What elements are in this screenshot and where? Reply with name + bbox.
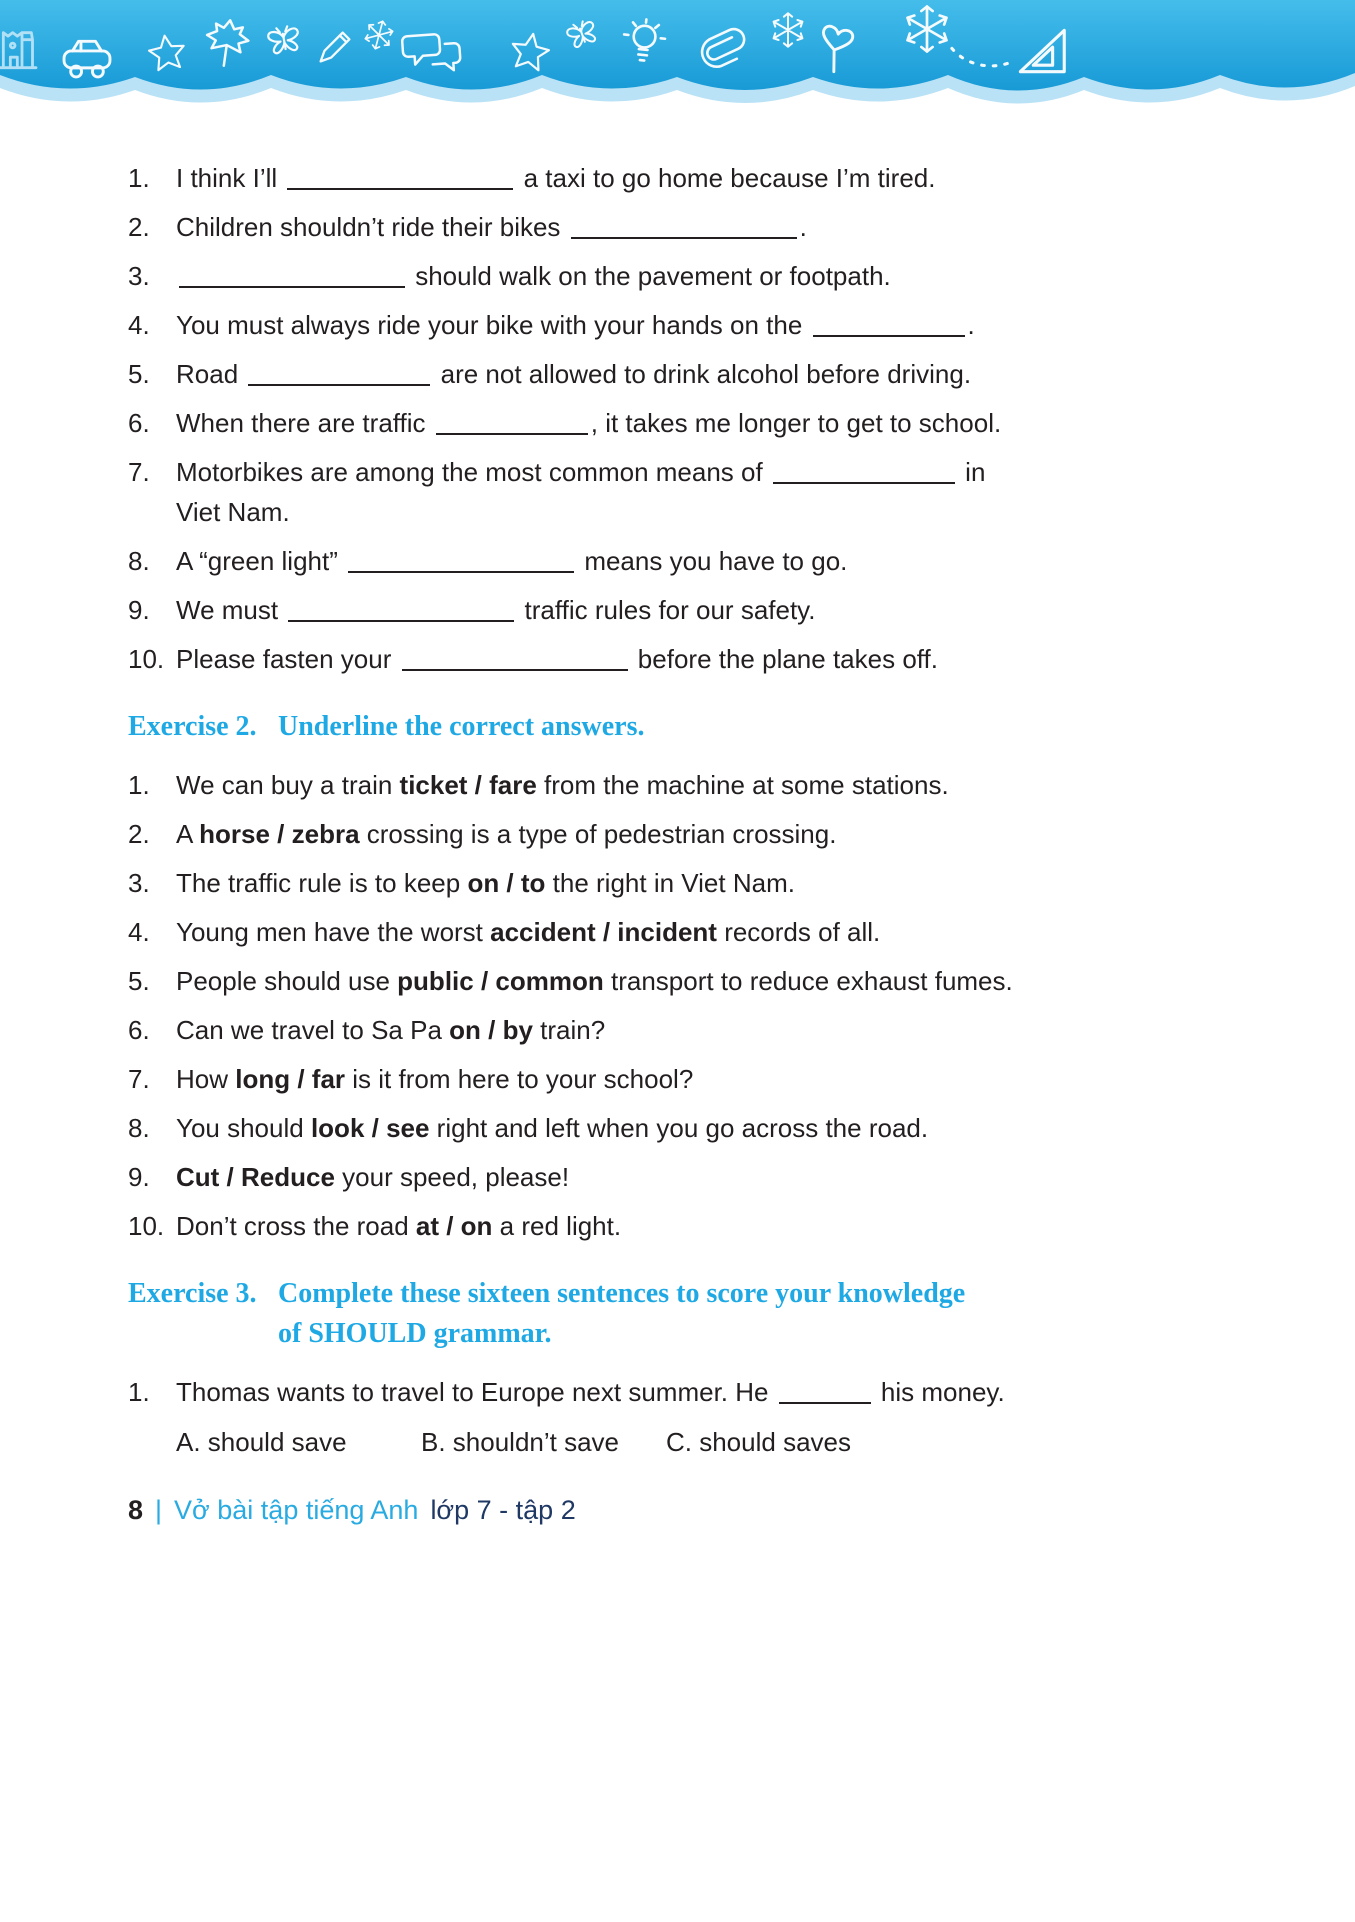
item-text: [176, 639, 1235, 679]
exercise2-item: [128, 765, 1235, 805]
footer-separator: |: [155, 1495, 163, 1525]
choice-pair: horse / zebra: [199, 819, 360, 849]
item-number: 5.: [128, 359, 150, 389]
text-run: is it from here to your school?: [345, 1064, 694, 1094]
maple-leaf-icon: [199, 15, 255, 71]
exercise2-item: [128, 1010, 1235, 1050]
answer-blank: [248, 359, 430, 386]
snowflake-icon: [900, 2, 954, 56]
item-text: [176, 814, 1235, 854]
book-title: Vở bài tập tiếng Anh: [174, 1495, 419, 1525]
text-run: are not allowed to drink alcohol before driving.: [433, 359, 972, 389]
exercise2-item: [128, 863, 1235, 903]
exercise3-label: Exercise 3.: [128, 1278, 257, 1309]
answer-option: B. shouldn’t save: [421, 1427, 620, 1457]
castle-icon: [0, 14, 50, 70]
item-text: [176, 1108, 1235, 1148]
item-text: [176, 1372, 1235, 1462]
item-text: [176, 1157, 1235, 1197]
text-run: We can buy a train: [176, 770, 400, 800]
exercise1-item: [128, 305, 1235, 345]
book-subtitle: lớp 7 - tập 2: [430, 1495, 576, 1525]
exercise1-item: [128, 590, 1235, 630]
text-run: should walk on the pavement or footpath.: [408, 261, 891, 291]
text-run: a red light.: [492, 1211, 622, 1241]
choice-pair: public / common: [397, 966, 604, 996]
answer-blank: [773, 457, 955, 484]
choice-pair: on / by: [449, 1015, 533, 1045]
text-run: You should: [176, 1113, 311, 1143]
item-text: [176, 912, 1235, 952]
item-text: [176, 403, 1235, 443]
text-run: We must: [176, 595, 286, 625]
exercise2-heading: [128, 707, 1235, 747]
snowflake-icon: [358, 14, 400, 56]
exercise1-item: [128, 354, 1235, 394]
exercise2-item: [128, 912, 1235, 952]
text-run: crossing is a type of pedestrian crossing.: [359, 819, 837, 849]
text-run: means you have to go.: [577, 546, 848, 576]
item-text: [176, 765, 1235, 805]
text-run: People should use: [176, 966, 398, 996]
paperclip-icon: [687, 15, 754, 82]
answer-blank: [436, 408, 588, 435]
text-run: Don’t cross the road: [176, 1211, 416, 1241]
exercise1-item: [128, 256, 1235, 296]
exercise2-item: [128, 1059, 1235, 1099]
answer-blank: [179, 261, 405, 288]
chat-bubbles-icon: [398, 26, 467, 80]
answer-blank: [348, 546, 574, 573]
snowflake-icon: [768, 10, 808, 50]
exercise3-title: Complete these sixteen sentences to score your knowledge of SHOULD grammar.: [278, 1278, 966, 1349]
item-text: [176, 305, 1235, 345]
star-icon: [143, 29, 190, 76]
answer-options: [176, 1422, 1235, 1462]
text-run: a taxi to go home because I’m tired.: [516, 163, 936, 193]
item-number: 9.: [128, 1162, 150, 1192]
item-number: 10.: [128, 1211, 165, 1241]
item-number: 8.: [128, 1113, 150, 1143]
choice-pair: look / see: [310, 1113, 430, 1143]
text-run: Road: [176, 359, 246, 389]
item-text: [176, 961, 1235, 1001]
text-run: train?: [532, 1015, 606, 1045]
answer-blank: [288, 595, 514, 622]
text-run: Motorbikes are among the most common means of: [176, 457, 770, 487]
answer-blank: [779, 1377, 871, 1404]
exercise2-item: [128, 1206, 1235, 1246]
car-icon: [58, 28, 116, 86]
item-text: [176, 1206, 1235, 1246]
page-footer: [128, 1492, 1235, 1528]
item-number: 3.: [128, 868, 150, 898]
choice-pair: at / on: [415, 1211, 493, 1241]
choice-pair: accident / incident: [490, 917, 717, 947]
text-run: Can we travel to Sa Pa: [176, 1015, 450, 1045]
item-number: 2.: [128, 212, 150, 242]
item-text: [176, 207, 1235, 247]
page-content: [0, 118, 1355, 1528]
text-run: his money.: [873, 1377, 1005, 1407]
answer-blank: [813, 310, 965, 337]
exercise2-item: [128, 1157, 1235, 1197]
page-number: 8: [128, 1495, 144, 1525]
text-run: Young men have the worst: [176, 917, 491, 947]
decorative-header: [0, 0, 1355, 118]
text-run: Children shouldn’t ride their bikes: [176, 212, 568, 242]
item-text: [176, 452, 1235, 532]
text-run: your speed, please!: [334, 1162, 570, 1192]
item-number: 4.: [128, 917, 150, 947]
header-icons: [0, 0, 1355, 118]
item-number: 2.: [128, 819, 150, 849]
heart-wand-icon: [800, 12, 870, 82]
lightbulb-icon: [615, 13, 672, 70]
choice-pair: ticket / fare: [399, 770, 537, 800]
item-text: [176, 863, 1235, 903]
text-run: records of all.: [716, 917, 881, 947]
exercise3-heading: [128, 1274, 1235, 1354]
item-number: 4.: [128, 310, 150, 340]
item-number: 9.: [128, 595, 150, 625]
exercise1-item: [128, 207, 1235, 247]
exercise1-item: [128, 639, 1235, 679]
text-run: .: [967, 310, 975, 340]
exercise1-list: [128, 158, 1235, 679]
exercise1-item: [128, 403, 1235, 443]
text-run: Thomas wants to travel to Europe next summer. He: [176, 1377, 776, 1407]
exercise2-item: [128, 961, 1235, 1001]
exercise2-item: [128, 814, 1235, 854]
item-number: 7.: [128, 1064, 150, 1094]
item-number: 7.: [128, 457, 150, 487]
text-run: , it takes me longer to get to school.: [590, 408, 1002, 438]
text-run: Viet Nam.: [176, 497, 290, 527]
text-run: Please fasten your: [176, 644, 399, 674]
text-run: I think I’ll: [176, 163, 285, 193]
text-run: You must always ride your bike with your hands on the: [176, 310, 810, 340]
text-run: A “green light”: [176, 546, 346, 576]
item-text: [176, 354, 1235, 394]
choice-pair: Cut / Reduce: [176, 1162, 335, 1192]
item-number: 3.: [128, 261, 150, 291]
exercise3-item: [128, 1372, 1235, 1462]
pencil-icon: [312, 24, 358, 70]
text-run: How: [176, 1064, 236, 1094]
exercise1-item: [128, 541, 1235, 581]
text-run: traffic rules for our safety.: [517, 595, 816, 625]
text-run: transport to reduce exhaust fumes.: [603, 966, 1013, 996]
text-run: The traffic rule is to keep: [176, 868, 468, 898]
exercise2-label: Exercise 2.: [128, 711, 257, 742]
exercise2-list: [128, 765, 1235, 1246]
item-number: 6.: [128, 1015, 150, 1045]
text-run: in: [957, 457, 986, 487]
text-run: A: [176, 819, 200, 849]
text-run: from the machine at some stations.: [536, 770, 949, 800]
item-text: [176, 590, 1235, 630]
item-text: [176, 1010, 1235, 1050]
item-text: [176, 256, 1235, 296]
item-number: 10.: [128, 644, 165, 674]
item-text: [176, 541, 1235, 581]
exercise2-item: [128, 1108, 1235, 1148]
item-number: 1.: [128, 1377, 150, 1407]
item-number: 8.: [128, 546, 150, 576]
answer-option: A. should save: [176, 1427, 347, 1457]
text-run: When there are traffic: [176, 408, 433, 438]
exercise1-item: [128, 452, 1235, 532]
answer-option: C. should saves: [666, 1427, 851, 1457]
star-icon: [505, 27, 556, 78]
answer-blank: [571, 212, 797, 239]
answer-blank: [287, 163, 513, 190]
item-number: 6.: [128, 408, 150, 438]
text-run: the right in Viet Nam.: [545, 868, 795, 898]
item-number: 1.: [128, 163, 150, 193]
exercise1-item: [128, 158, 1235, 198]
exercise2-title: Underline the correct answers.: [278, 711, 645, 742]
item-text: [176, 158, 1235, 198]
item-number: 1.: [128, 770, 150, 800]
item-text: [176, 1059, 1235, 1099]
butterfly-icon: [259, 15, 310, 66]
choice-pair: long / far: [235, 1064, 346, 1094]
choice-pair: on / to: [467, 868, 546, 898]
item-number: 5.: [128, 966, 150, 996]
butterfly-icon: [556, 8, 607, 59]
exercise3-list: [128, 1372, 1235, 1462]
answer-blank: [402, 644, 628, 671]
text-run: before the plane takes off.: [630, 644, 938, 674]
text-run: .: [799, 212, 807, 242]
set-square-icon: [948, 20, 1072, 82]
text-run: right and left when you go across the road.: [429, 1113, 929, 1143]
